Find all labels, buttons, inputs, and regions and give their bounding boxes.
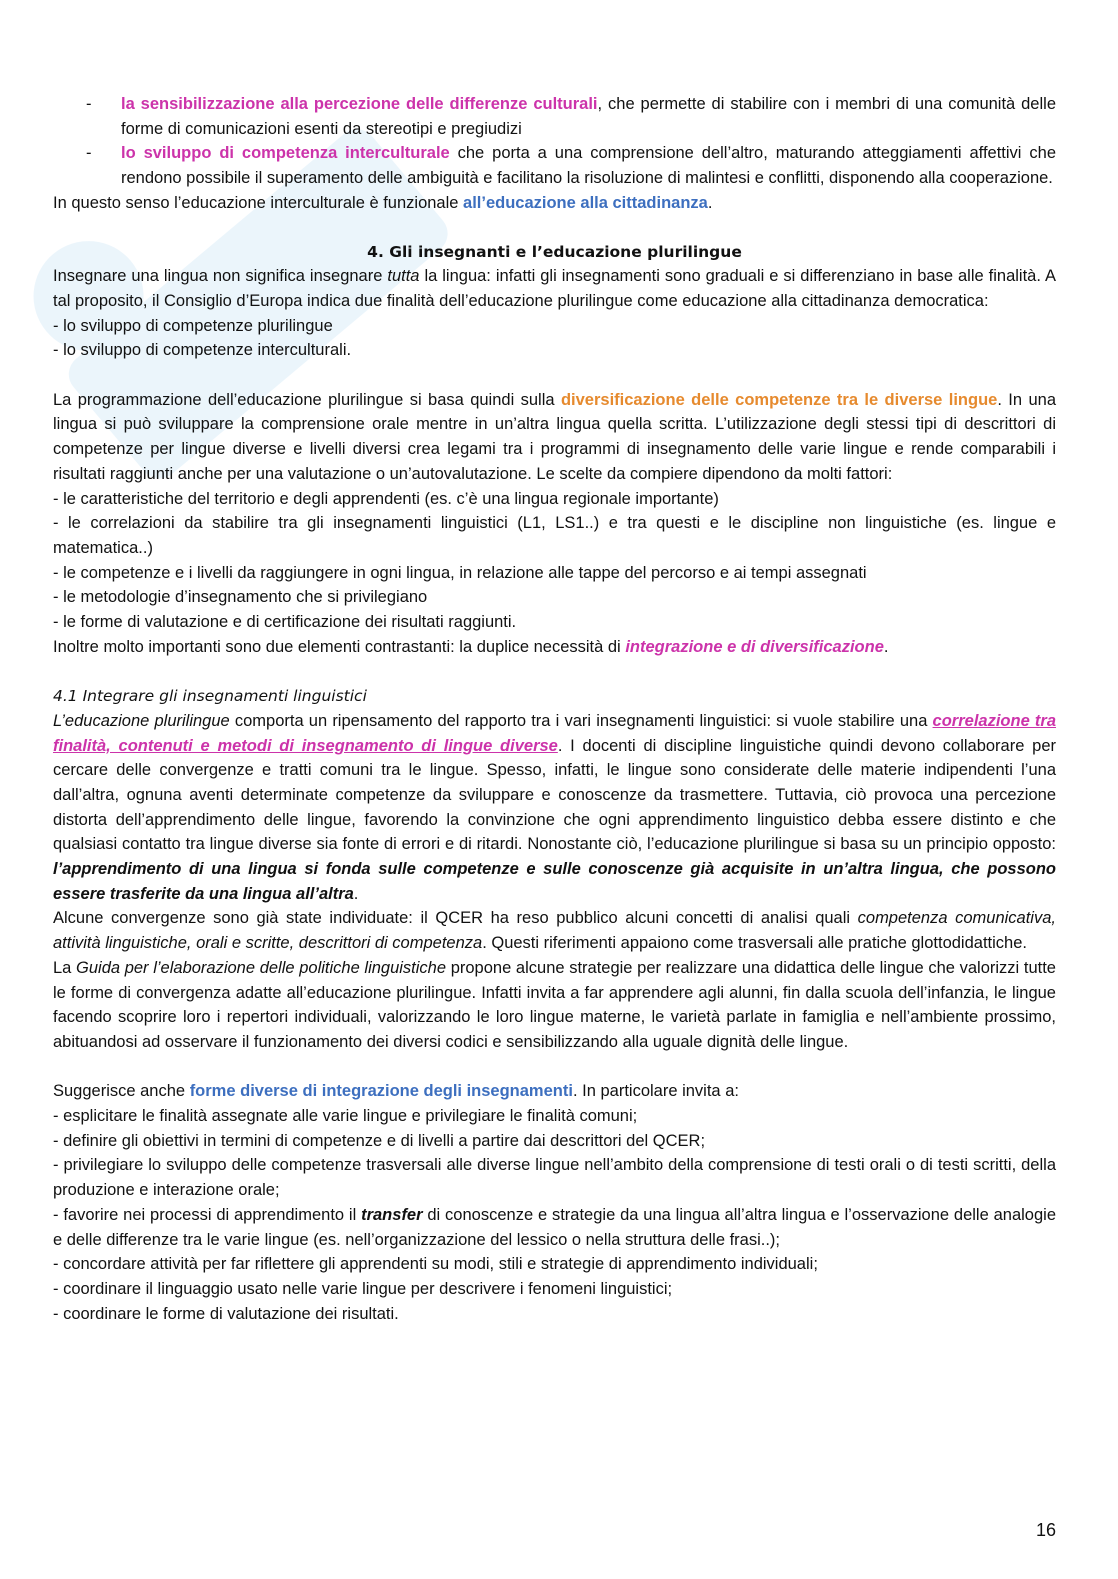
paragraph: Inoltre molto importanti sono due elementi contrastanti: la duplice necessità di integrazione e di diversificazione. <box>53 637 889 656</box>
list-item: - le correlazioni da stabilire tra gli insegnamenti linguistici (L1, LS1..) e tra questi e le discipline non linguistiche (es. lingue e matematica..) <box>53 514 1056 557</box>
page-number: 16 <box>1035 1520 1056 1540</box>
paragraph: Suggerisce anche forme diverse di integrazione degli insegnamenti. In particolare invita a: <box>53 1082 739 1101</box>
paragraph: Insegnare una lingua non significa insegnare tutta la lingua: infatti gli insegnamenti sono graduali e si differenziano in base alle finalità. A tal proposito, il Consiglio d’Europa indica due finalità dell’educazione plurilingue come educazione alla cittadinanza democratica: <box>53 267 1056 310</box>
list-item: - le competenze e i livelli da raggiungere in ogni lingua, in relazione alle tappe del percorso e ai tempi assegnati <box>53 563 867 582</box>
subsection-heading: 4.1 Integrare gli insegnamenti linguistici <box>53 687 367 706</box>
paragraph: La Guida per l’elaborazione delle politiche linguistiche propone alcune strategie per realizzare una didattica delle lingue che valorizzi tutte le forme di convergenza adatte all’educazione plurilingue. Infatti invita a far apprendere agli alunni, fin dalla scuola dell’infanzia, le lingue facendo scoprire loro i repertori individuali, valorizzando le loro lingue materne, le varietà parlate in famiglia e nell’ambiente prossimo, abituandosi ad osservare il funzionamento dei diversi codici e sensibilizzando alla uguale dignità delle lingue. <box>53 958 1056 1051</box>
list-item: - lo sviluppo di competenze interculturali. <box>53 341 352 360</box>
cultural-bullets <box>53 92 1056 191</box>
list-item: - coordinare il linguaggio usato nelle varie lingue per descrivere i fenomeni linguistici; <box>53 1280 673 1298</box>
paragraph: In questo senso l’educazione interculturale è funzionale all’educazione alla cittadinanza. <box>53 193 713 212</box>
list-item: - definire gli obiettivi in termini di competenze e di livelli a partire dai descrittori del QCER; <box>53 1131 706 1150</box>
document-page <box>53 92 1056 1326</box>
list-item: - le metodologie d’insegnamento che si privilegiano <box>53 588 428 607</box>
paragraph: L’educazione plurilingue comporta un ripensamento del rapporto tra i vari insegnamenti linguistici: si vuole stabilire una correlazione tra finalità, contenuti e metodi di insegnamento di lingue diverse. I docenti di discipline linguistiche quindi devono collaborare per cercare delle convergenze e tratti comuni tra le lingue. Spesso, infatti, le lingue sono considerate delle materie indipendenti l’una dall’altra, ognuna aventi determinate competenze da sviluppare e conoscenze da trasmettere. Tuttavia, ciò provoca una percezione distorta dell’apprendimento delle lingue, favorendo la convinzione che ogni apprendimento linguistico debba essere distinto e che qualsiasi contatto tra lingue diverse sia fonte di errori e di ritardi. Nonostante ciò, l’educazione plurilingue si basa su un principio opposto: l’apprendimento di una lingua si fonda sulle competenze e sulle conoscenze già acquisite in un’altra lingua, che possono essere trasferite da una lingua all’altra. <box>53 711 1056 903</box>
list-item: - la sensibilizzazione alla percezione delle differenze culturali, che permette di stabilire con i membri di una comunità delle forme di comunicazioni esenti da stereotipi e pregiudizi <box>86 95 1056 138</box>
section-heading: 4. Gli insegnanti e l’educazione plurilingue <box>367 242 742 261</box>
list-item: - esplicitare le finalità assegnate alle varie lingue e privilegiare le finalità comuni; <box>53 1107 638 1126</box>
list-item: - lo sviluppo di competenza interculturale che porta a una comprensione dell’altro, maturando atteggiamenti affettivi che rendono possibile il superamento delle ambiguità e facilitano la risoluzione di malintesi e conflitti, disponendo alla cooperazione. <box>86 144 1056 188</box>
list-item: - coordinare le forme di valutazione dei risultati. <box>53 1304 399 1323</box>
list-item: - lo sviluppo di competenze plurilingue <box>53 316 333 335</box>
list-item: - concordare attività per far riflettere gli apprendenti su modi, stili e strategie di apprendimento individuali; <box>53 1255 818 1274</box>
paragraph: La programmazione dell’educazione plurilingue si basa quindi sulla diversificazione delle competenze tra le diverse lingue. In una lingua si può sviluppare la comprensione orale mentre in un’altra lingua quella scritta. L’utilizzazione degli stessi tipi di descrittori di competenze per lingue diverse e livelli diversi crea legami tra i programmi di insegnamento delle varie lingue e rende comparabili i risultati raggiunti anche per una valutazione o un’autovalutazione. Le scelte da compiere dipendono da molti fattori: <box>53 390 1056 483</box>
list-item: - le forme di valutazione e di certificazione dei risultati raggiunti. <box>53 613 517 632</box>
list-item: - privilegiare lo sviluppo delle competenze trasversali alle diverse lingue nell’ambito della comprensione di testi orali o di testi scritti, della produzione e interazione orale; <box>53 1156 1056 1200</box>
paragraph: Alcune convergenze sono già state individuate: il QCER ha reso pubblico alcuni concetti di analisi quali competenza comunicativa, attività linguistiche, orali e scritte, descrittori di competenza. Questi riferimenti appaiono come trasversali alle pratiche glottodidattiche. <box>53 909 1056 953</box>
list-item: - le caratteristiche del territorio e degli apprendenti (es. c’è una lingua regionale importante) <box>53 489 719 508</box>
list-item: - favorire nei processi di apprendimento il transfer di conoscenze e strategie da una lingua all’altra lingua e l’osservazione delle analogie e delle differenze tra le varie lingue (es. nell’organizzazione del lessico o nella struttura delle frasi..); <box>53 1205 1056 1249</box>
